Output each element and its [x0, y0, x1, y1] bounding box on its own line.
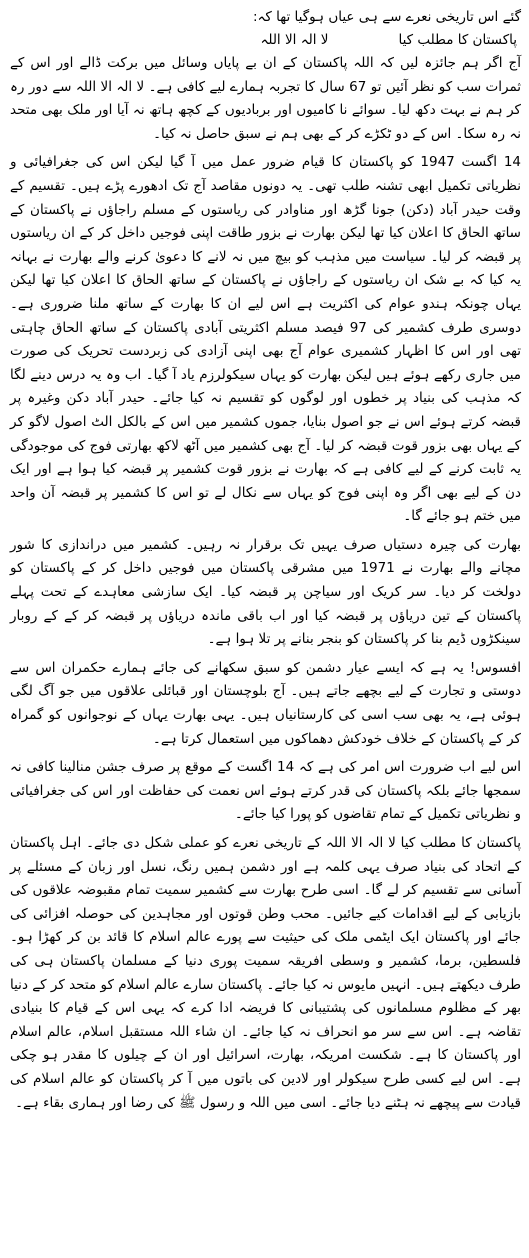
paragraph-6: پاکستان کا مطلب کیا لا الہ الا اللہ کے تاریخی نعرے کو عملی شکل دی جائے۔ اہل پاکستان کے اتحاد کی بنیاد صرف یہی کلمہ ہے اور دشمن ہمیں رنگ، نسل اور زبان کے مسئلے پر آسانی سے تقسیم کر لے گا۔ اسی طرح بھارت سے کشمیر سمیت تمام مقبوضہ علاقوں کی بازیابی کے لیے اقدامات کیے جائیں۔ محب وطن قوتوں اور مجاہدین کی حوصلہ افزائی کی جائے اور پاکستان ایک ایٹمی ملک کی حیثیت سے پورے عالم اسلام کا قائد بن کر کھڑا ہو۔ فلسطین، برما، کشمیر و وسطی افریقہ سمیت پوری دنیا کے مسلمان پاکستان ہی کی طرف دیکھتے ہیں۔ انہیں مایوس نہ کیا جائے۔ پاکستان سارے عالم اسلام کو متحد کر کے دنیا بھر کے مظلوم مسلمانوں کی پشتیبانی کا فریضہ ادا کرے کہ یہی اس کے قیام کا بنیادی تقاضہ ہے۔ اس سے سر مو انحراف نہ کیا جائے۔ ان شاء اللہ مستقبل اسلام، عالم اسلام اور پاکستان کا ہے۔ شکست امریکہ، بھارت، اسرائیل اور ان کے چیلوں کا مقدر ہو چکی ہے۔ اس لیے کسی طرح سیکولر اور لادین کی باتوں میں آ کر پاکستان کو عالم اسلام کی قیادت سے پیچھے نہ ہٹنے دیا جائے۔ اسی میں اللہ و رسول ﷺ کی رضا اور ہماری بقاء ہے۔ — [10, 835, 521, 1111]
slogan-part-2: لا الہ الا اللہ — [260, 32, 329, 48]
slogan-line — [10, 29, 521, 52]
paragraph-5: اس لیے اب ضرورت اس امر کی ہے کہ 14 اگست کے موقع پر صرف جشن منالینا کافی نہ سمجھا جائے بلکہ پاکستان کی قدر کرتے ہوئے اس نعمت کی حفاظت اور اس کی جغرافیائی و نظریاتی تکمیل کے تمام تقاضوں کو پورا کیا جائے۔ — [10, 759, 521, 823]
slogan-part-1: پاکستان کا مطلب کیا — [398, 32, 517, 48]
paragraph-2: 14 اگست 1947 کو پاکستان کا قیام ضرور عمل میں آ گیا لیکن اس کی جغرافیائی و نظریاتی تکمیل ابھی تشنہ طلب تھی۔ یہ دونوں مقاصد آج تک ادھورے پڑے ہیں۔ تقسیم کے وقت حیدر آباد (دکن) جونا گڑھ اور مناوادر کی ریاستوں کے مسلم راجاؤں نے پاکستان کے ساتھ الحاق کا اعلان کیا تھا لیکن بھارت نے بزور طاقت اپنی فوجیں داخل کر کے ان ریاستوں پر قبضہ کر لیا۔ سیاست میں مذہب کو بیچ میں نہ لانے کا دعویٰ کرنے والے بھارت نے بہانہ یہ کیا کہ بے شک ان ریاستوں کے راجاؤں نے پاکستان کے ساتھ الحاق کا اعلان کیا تھا لیکن یہاں چونکہ ہندو عوام کی اکثریت ہے اس لیے ان کا بھارت کے ساتھ ملنا ضروری ہے۔ دوسری طرف کشمیر کی 97 فیصد مسلم اکثریتی آبادی پاکستان کے ساتھ الحاق چاہتی تھی اور اس کا اظہار کشمیری عوام آج بھی اپنی آزادی کی زبردست تحریک کی صورت میں جاری رکھے ہوئے ہیں لیکن بھارت کو یہاں سیکولرزم یاد آ گیا۔ اب وہ یہ درس دینے لگا کہ مذہب کی بنیاد پر خطوں اور لوگوں کو تقسیم نہ کیا جائے۔ حیدر آباد دکن وغیرہ پر قبضہ کرتے ہوئے اس نے جو اصول بنایا، جموں کشمیر میں اس کے بالکل الٹ اصول لاگو کر کے یہاں بھی بزور قوت قبضہ کر لیا۔ آج بھی کشمیر میں آٹھ لاکھ بھارتی فوج کی موجودگی یہ ثابت کرنے کے لیے کافی ہے کہ بھارت نے بزور قوت کشمیر پر قبضہ کیا ہوا ہے اور ایک دن کے لیے بھی اگر وہ اپنی فوج کو یہاں سے نکال لے تو اس کا کشمیر پر قبضہ آن واحد میں ختم ہو جائے گا۔ — [10, 154, 521, 525]
paragraph-4: افسوس! یہ ہے کہ ایسے عیار دشمن کو سبق سکھانے کی جائے ہمارے حکمران اس سے دوستی و تجارت کے لیے بچھے جاتے ہیں۔ آج بلوچستان اور قبائلی علاقوں میں جو آگ لگی ہوئی ہے، یہ بھی سب اسی کی کارستانیاں ہیں۔ یہی بھارت یہاں کے نوجوانوں کو گمراہ کر کے پاکستان کے خلاف خودکش دھماکوں میں استعمال کرتا ہے۔ — [10, 659, 521, 747]
intro-line: گئے اس تاریخی نعرے سے ہی عیاں ہوگیا تھا کہ: — [252, 9, 521, 25]
paragraph-3: بھارت کی چیرہ دستیاں صرف یہیں تک برقرار نہ رہیں۔ کشمیر میں دراندازی کا شور مچانے والے بھارت نے 1971 میں مشرقی پاکستان میں فوجیں داخل کر کے پاکستان کو دولخت کر دیا۔ سر کریک اور سیاچن پر قبضہ کیا۔ ایک سازشی معاہدے کے تحت پہلے پاکستان کے تین دریاؤں پر قبضہ کیا اور اب باقی ماندہ دریاؤں پر قبضہ کر کے کے روبار سینکڑوں ڈیم بنا کر پاکستان کو بنجر بنانے پر تلا ہوا ہے۔ — [10, 536, 521, 648]
paragraph-1: آج اگر ہم جائزہ لیں کہ اللہ پاکستان کے ان بے پایاں وسائل میں برکت ڈالے اور اس کے ثمرات سب کو نظر آئیں تو 67 سال کا تجربہ ہمارے لیے کافی ہے۔ لا الہ الا اللہ سے دور رہ کر ہم نے بہت دکھ لیا۔ سوائے نا کامیوں اور بربادیوں کے کچھ ہاتھ نہ آیا اور ملک بھی متحد نہ رہ سکا۔ اس کے دو ٹکڑے کر کے بھی ہم نے سبق حاصل نہ کیا۔ — [10, 55, 522, 142]
